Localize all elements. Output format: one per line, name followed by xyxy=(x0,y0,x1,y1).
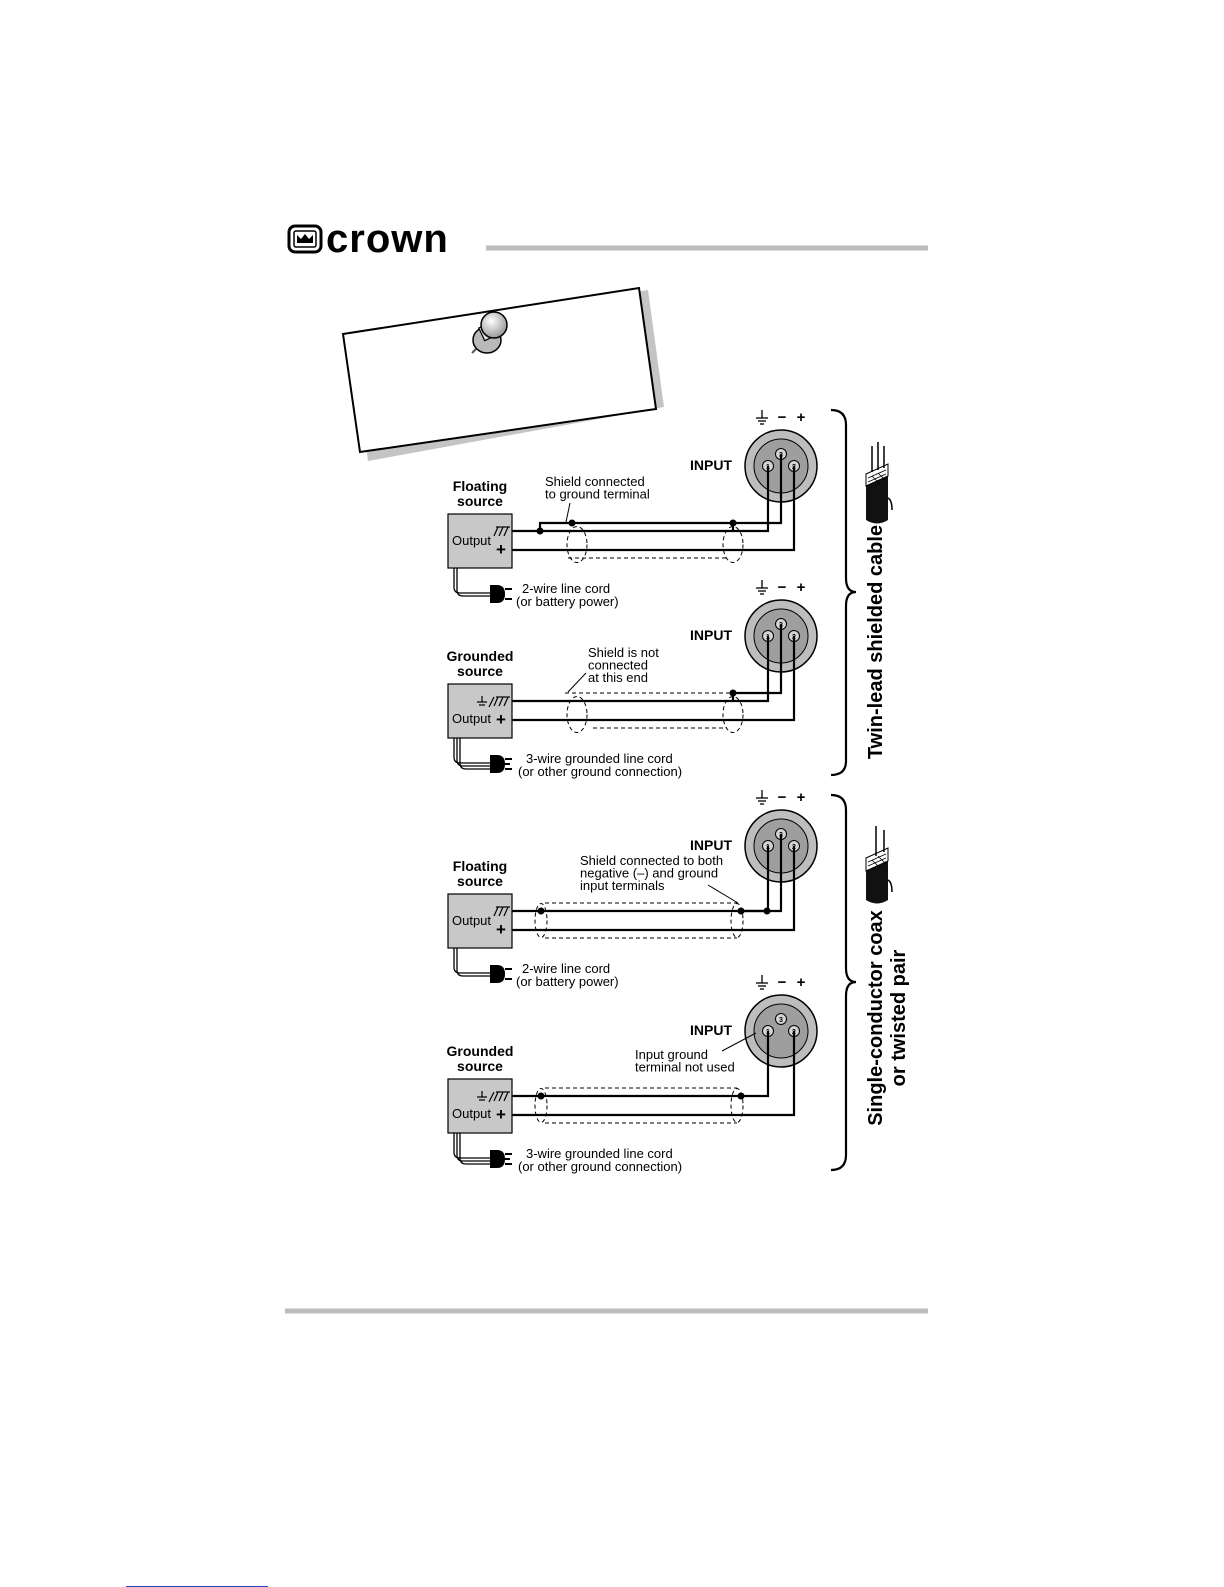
minus-symbol: − xyxy=(777,974,787,991)
connector-pin-label: 1 xyxy=(766,634,770,641)
source-plus-symbol: + xyxy=(496,710,506,729)
crown-logo xyxy=(289,217,449,261)
plus-symbol: + xyxy=(796,409,806,426)
plus-symbol: + xyxy=(796,579,806,596)
shield-joint xyxy=(538,908,545,915)
note-line: Shield connected xyxy=(545,474,645,489)
input-label: INPUT xyxy=(690,627,732,643)
connector-pin-label: 3 xyxy=(779,1017,783,1024)
cord-sublabel: (or other ground connection) xyxy=(518,764,683,779)
ground-symbol-icon xyxy=(756,790,768,804)
source-title: Floating xyxy=(452,478,508,494)
cord-label: 2-wire line cord xyxy=(522,581,611,596)
output-label: Output xyxy=(452,533,492,548)
cord-sublabel: (or battery power) xyxy=(516,974,619,989)
plus-symbol: + xyxy=(796,974,806,991)
plug-icon xyxy=(454,568,512,603)
source-title: Grounded xyxy=(446,648,514,664)
connector-pin-label: 3 xyxy=(779,622,783,629)
note-line: to ground terminal xyxy=(545,486,650,502)
note-leader xyxy=(708,885,738,903)
connector-pin-label: 1 xyxy=(766,844,770,851)
note-line: connected xyxy=(588,657,648,673)
minus-symbol: − xyxy=(777,409,787,426)
minus-symbol: − xyxy=(777,579,787,596)
output-label: Output xyxy=(452,1106,492,1121)
ground-symbol-icon xyxy=(756,580,768,594)
diagram-grounded-coax xyxy=(447,974,817,1174)
note-line: Input ground xyxy=(635,1047,709,1062)
plus-symbol: + xyxy=(796,789,806,806)
shielded-cable-icon xyxy=(866,442,892,524)
diagram-floating-coax xyxy=(448,789,817,989)
crown-logo-icon xyxy=(289,226,321,252)
note-line: Shield is not xyxy=(588,645,659,660)
source-plus-symbol: + xyxy=(496,920,506,939)
source-subtitle: source xyxy=(457,493,503,509)
output-label: Output xyxy=(452,711,492,726)
note-card xyxy=(343,288,664,461)
brand-wordmark: crown xyxy=(326,217,449,261)
input-label: INPUT xyxy=(690,1022,732,1038)
diagram-grounded-twinlead xyxy=(447,579,817,779)
shield-end-right xyxy=(731,1089,743,1123)
output-label: Output xyxy=(452,913,492,928)
source-title: Grounded xyxy=(446,1043,514,1059)
connector-pin-label: 1 xyxy=(766,464,770,471)
note-line: input terminals xyxy=(580,878,665,893)
cord-label: 3-wire grounded line cord xyxy=(526,1146,673,1161)
twin-section-label: Twin-lead shielded cable xyxy=(865,524,887,760)
connector-pin-label: 3 xyxy=(779,452,783,459)
ground-symbol-icon xyxy=(756,975,768,989)
note-leader xyxy=(566,503,570,522)
cord-label: 3-wire grounded line cord xyxy=(526,751,673,766)
shield-joint xyxy=(538,1093,545,1100)
xlr-connector-icon xyxy=(745,995,817,1067)
plug-icon xyxy=(454,1133,512,1168)
source-plus-symbol: + xyxy=(496,1105,506,1124)
connector-pin-label: 2 xyxy=(792,844,796,851)
source-subtitle: source xyxy=(457,1058,503,1074)
note-line: negative (–) and ground xyxy=(580,865,719,881)
shield-joint xyxy=(730,690,737,697)
input-label: INPUT xyxy=(690,457,732,473)
minus-symbol: − xyxy=(777,789,787,806)
note-line: at this end xyxy=(588,670,648,685)
source-subtitle: source xyxy=(457,663,503,679)
coax-section-label-1: Single-conductor coax xyxy=(865,910,887,1126)
note-line: Shield connected to both xyxy=(580,853,724,868)
plug-icon xyxy=(454,948,512,983)
note-line: terminal not used xyxy=(635,1059,735,1075)
connector-pin-label: 1 xyxy=(766,1029,770,1036)
connector-pin-label: 3 xyxy=(779,832,783,839)
shield-end-right xyxy=(731,904,743,938)
coax-section-label-2: or twisted pair xyxy=(888,949,910,1087)
connector-pin-label: 2 xyxy=(792,634,796,641)
connector-pin-label: 2 xyxy=(792,464,796,471)
note-leader xyxy=(568,673,586,692)
cord-sublabel: (or other ground connection) xyxy=(518,1159,683,1174)
coax-brace-icon xyxy=(831,795,856,1170)
cord-label: 2-wire line cord xyxy=(522,961,611,976)
diagram-floating-twinlead xyxy=(448,409,817,609)
plug-icon xyxy=(454,738,512,773)
coax-cable-icon xyxy=(866,826,892,904)
source-title: Floating xyxy=(452,858,508,874)
input-label: INPUT xyxy=(690,837,732,853)
source-subtitle: source xyxy=(457,873,503,889)
connector-pin-label: 2 xyxy=(792,1029,796,1036)
ground-symbol-icon xyxy=(756,410,768,424)
cord-sublabel: (or battery power) xyxy=(516,594,619,609)
source-plus-symbol: + xyxy=(496,540,506,559)
twin-brace-icon xyxy=(831,410,856,775)
shield-joint xyxy=(730,520,737,527)
